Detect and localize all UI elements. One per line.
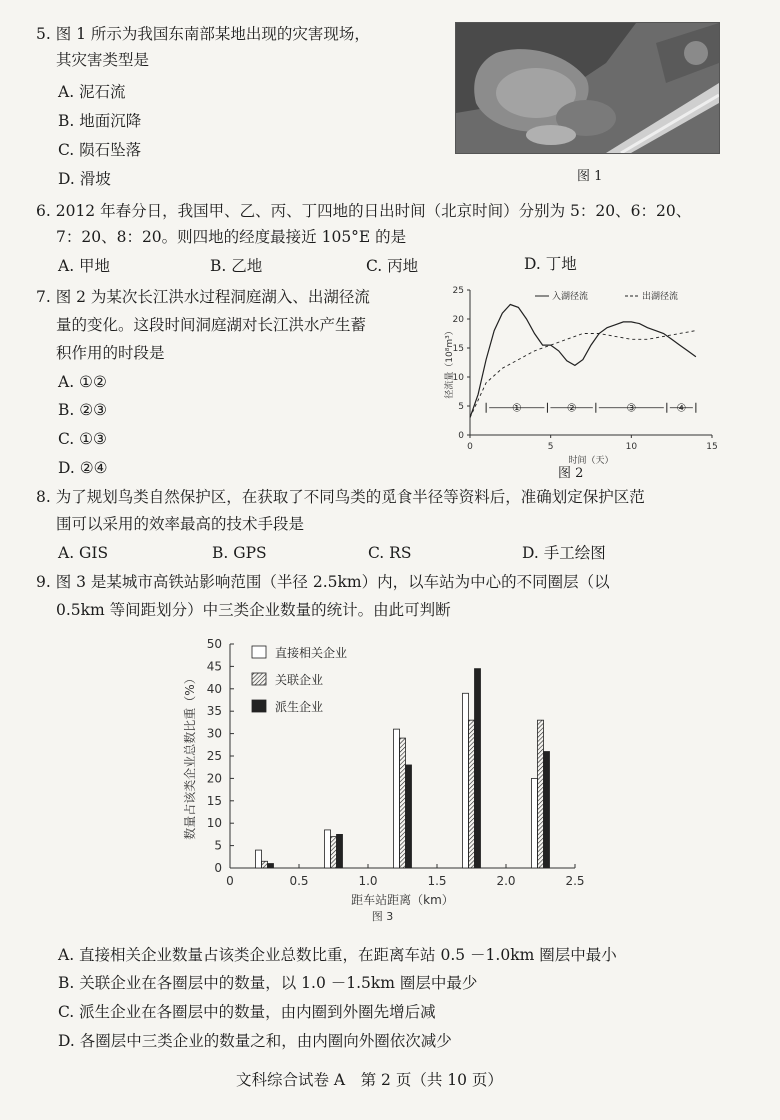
x-tick-label: 5 — [547, 442, 554, 452]
q9-option-c: C. 派生企业在各圈层中的数量，由内圈到外圈先增后减 — [58, 1003, 436, 1021]
q5-stem-line1: 5. 图 1 所示为我国东南部某地出现的灾害现场， — [36, 25, 370, 43]
q7-stem-line2: 量的变化。这段时间洞庭湖对长江洪水产生蓄 — [56, 316, 367, 334]
q5-option-b: B. 地面沉降 — [58, 112, 142, 130]
q9-option-d: D. 各圈层中三类企业的数量之和，由内圈向外圈依次减少 — [58, 1032, 452, 1050]
q7-option-c: C. ①③ — [58, 430, 107, 448]
q8-option-a: A. GIS — [58, 544, 109, 562]
bar-2-2 — [331, 837, 337, 868]
bar-2-4 — [469, 720, 475, 868]
q5-option-d: D. 滑坡 — [58, 170, 111, 188]
series-line-1 — [470, 305, 696, 418]
period-label-1: ① — [511, 401, 522, 415]
y-tick-label: 0 — [214, 861, 222, 875]
q9-option-a: A. 直接相关企业数量占该类企业总数比重，在距离车站 0.5 －1.0km 圈层中最小 — [58, 946, 617, 964]
q9-stem-line1: 9. 图 3 是某城市高铁站影响范围（半径 2.5km）内，以车站为中心的不同圈层（以 — [36, 573, 610, 591]
y-tick-label: 50 — [206, 637, 222, 651]
figure3-bar-chart — [180, 628, 610, 928]
y-tick-label: 15 — [452, 344, 464, 354]
bar-3-4 — [475, 669, 481, 868]
q6-stem-line2: 7：20、8：20。则四地的经度最接近 105°E 的是 — [56, 228, 407, 246]
q6-stem-line1: 6. 2012 年春分日，我国甲、乙、丙、丁四地的日出时间（北京时间）分别为 5：20、6：20、 — [36, 202, 692, 220]
q9-option-b: B. 关联企业在各圈层中的数量，以 1.0 －1.5km 圈层中最少 — [58, 974, 478, 992]
y-tick-label: 10 — [206, 816, 222, 831]
legend-label-2: 关联企业 — [275, 673, 324, 687]
legend-swatch-1 — [252, 646, 266, 658]
x-tick-label: 0 — [467, 442, 473, 452]
q6-option-d: D. 丁地 — [524, 255, 577, 273]
legend-label-1: 入湖径流 — [552, 292, 589, 302]
q6-option-a: A. 甲地 — [58, 257, 111, 275]
disaster-photo — [455, 22, 720, 154]
q8-stem-line2: 围可以采用的效率最高的技术手段是 — [56, 515, 305, 533]
y-tick-label: 0 — [458, 431, 464, 441]
y-axis-label: 径流量（10⁸m³） — [445, 326, 455, 399]
figure2-caption: 图 2 — [558, 466, 584, 481]
bar-3-3 — [406, 765, 412, 868]
bar-1-5 — [532, 778, 538, 868]
period-label-2: ② — [566, 401, 577, 415]
x-axis-label: 距车站距离（km） — [351, 893, 454, 907]
y-tick-label: 10 — [452, 373, 464, 383]
y-tick-label: 25 — [452, 286, 464, 296]
q6-option-b: B. 乙地 — [210, 257, 263, 275]
figure3-caption: 图 3 — [371, 910, 394, 923]
legend-label-3: 派生企业 — [275, 700, 324, 714]
q8-option-b: B. GPS — [212, 544, 267, 562]
y-tick-label: 40 — [206, 681, 222, 696]
y-axis-label: 数量占该类企业总数比重（%） — [183, 672, 197, 840]
q8-option-d: D. 手工绘图 — [522, 544, 606, 562]
legend-label-2: 出湖径流 — [642, 292, 679, 302]
q7-stem-line3: 积作用的时段是 — [56, 344, 165, 362]
period-label-4: ④ — [676, 401, 687, 415]
q7-stem-line1: 7. 图 2 为某次长江洪水过程洞庭湖入、出湖径流 — [36, 288, 370, 306]
q5-option-a: A. 泥石流 — [58, 83, 126, 101]
q5-option-c: C. 陨石坠落 — [58, 141, 142, 159]
y-tick-label: 5 — [214, 838, 222, 853]
series-line-2 — [470, 331, 696, 418]
q8-option-c: C. RS — [368, 544, 412, 562]
q9-stem-line2: 0.5km 等间距划分）中三类企业数量的统计。由此可判断 — [56, 601, 451, 619]
x-tick-label: 0.5 — [289, 874, 309, 888]
bar-2-3 — [400, 738, 406, 868]
bar-1-4 — [463, 693, 469, 868]
y-tick-label: 25 — [206, 749, 222, 763]
x-tick-label: 10 — [625, 442, 638, 452]
bar-1-3 — [394, 729, 400, 868]
x-tick-label: 1.5 — [427, 874, 447, 888]
legend-swatch-3 — [252, 700, 266, 712]
bar-2-1 — [262, 861, 268, 868]
bar-1-1 — [256, 850, 262, 868]
x-tick-label: 2.5 — [565, 874, 585, 888]
q5-stem-line2: 其灾害类型是 — [56, 51, 150, 69]
legend-swatch-2 — [252, 673, 266, 685]
x-tick-label: 0 — [226, 874, 234, 888]
bar-1-2 — [325, 830, 331, 868]
y-tick-label: 15 — [206, 793, 222, 808]
x-tick-label: 1.0 — [358, 874, 378, 888]
figure2-line-chart — [440, 280, 740, 480]
y-tick-label: 5 — [458, 402, 464, 412]
q7-option-d: D. ②④ — [58, 459, 108, 477]
q6-option-c: C. 丙地 — [366, 257, 419, 275]
x-tick-label: 15 — [706, 442, 718, 452]
q8-stem-line1: 8. 为了规划鸟类自然保护区，在获取了不同鸟类的觅食半径等资料后，准确划定保护区范 — [36, 488, 645, 506]
x-tick-label: 2.0 — [496, 874, 516, 888]
y-tick-label: 35 — [206, 704, 222, 719]
bar-3-5 — [544, 752, 550, 868]
figure1-caption: 图 1 — [577, 169, 603, 184]
y-tick-label: 20 — [452, 315, 464, 325]
y-tick-label: 30 — [206, 726, 222, 741]
bar-3-1 — [268, 864, 274, 868]
y-tick-label: 45 — [206, 659, 222, 674]
bar-2-5 — [538, 720, 544, 868]
q7-option-b: B. ②③ — [58, 401, 108, 419]
bar-3-2 — [337, 834, 343, 868]
period-label-3: ③ — [626, 401, 637, 415]
legend-label-1: 直接相关企业 — [275, 646, 348, 660]
x-axis-label: 时间（天） — [568, 456, 614, 466]
page-footer: 文科综合试卷 A 第 2 页（共 10 页） — [236, 1071, 503, 1089]
q7-option-a: A. ①② — [58, 373, 107, 391]
y-tick-label: 20 — [206, 771, 222, 786]
